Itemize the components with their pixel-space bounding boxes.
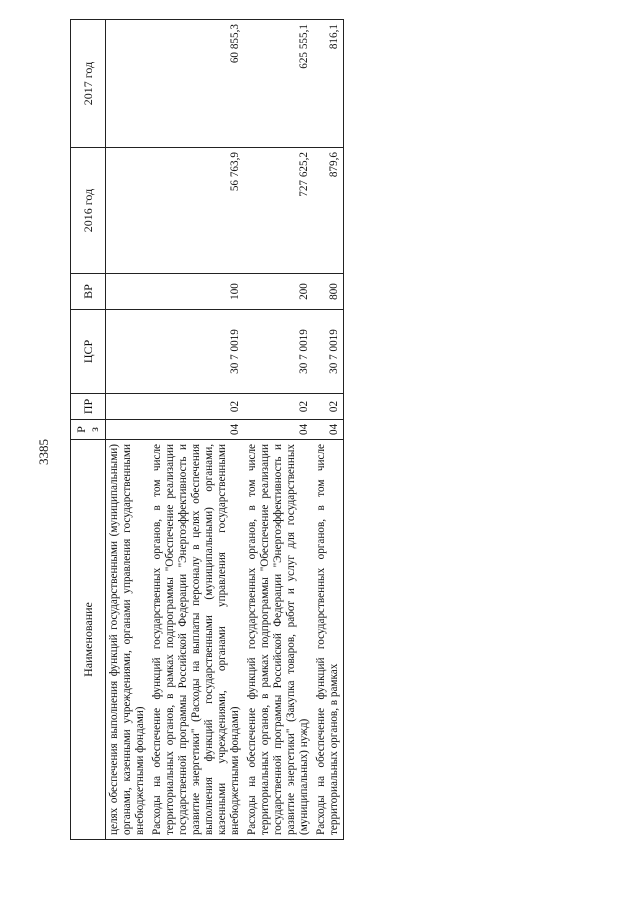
table-row bbox=[313, 20, 344, 840]
row-pr: 02 bbox=[244, 394, 313, 420]
row-vr: 100 bbox=[149, 274, 244, 310]
row-rz: 04 bbox=[244, 420, 313, 440]
row-rz: 04 bbox=[313, 420, 344, 440]
row-2017: 60 855,3 bbox=[149, 20, 244, 148]
table-row bbox=[149, 20, 244, 840]
header-pr: ПР bbox=[71, 394, 106, 420]
header-name: Наименование bbox=[71, 440, 106, 840]
row-rz bbox=[106, 420, 150, 440]
row-csr: 30 7 0019 bbox=[149, 310, 244, 394]
header-csr: ЦСР bbox=[71, 310, 106, 394]
row-name: Расходы на обеспечение функций государственных органов, в том числе территориальных органов, в рамках bbox=[313, 440, 344, 840]
header-rz: Рз bbox=[71, 420, 106, 440]
row-2016: 879,6 bbox=[313, 148, 344, 274]
row-pr: 02 bbox=[313, 394, 344, 420]
row-pr bbox=[106, 394, 150, 420]
row-2016: 727 625,2 bbox=[244, 148, 313, 274]
table-row bbox=[244, 20, 313, 840]
row-pr: 02 bbox=[149, 394, 244, 420]
row-2017: 816,1 bbox=[313, 20, 344, 148]
header-vr: ВР bbox=[71, 274, 106, 310]
budget-table bbox=[70, 19, 344, 840]
row-rz: 04 bbox=[149, 420, 244, 440]
table-row bbox=[106, 20, 150, 840]
row-csr: 30 7 0019 bbox=[313, 310, 344, 394]
row-name: целях обеспечения выполнения функций государственными (муниципальными) органами, казенными учреждениями, органами управления государственными внебюджетными фондами) bbox=[106, 440, 150, 840]
page-number: 3385 bbox=[36, 439, 51, 465]
row-vr: 800 bbox=[313, 274, 344, 310]
row-2016: 56 763,9 bbox=[149, 148, 244, 274]
row-csr: 30 7 0019 bbox=[244, 310, 313, 394]
table-header-row bbox=[71, 20, 106, 840]
row-2016 bbox=[106, 148, 150, 274]
row-name: Расходы на обеспечение функций государственных органов, в том числе территориальных органов, в рамках подпрограммы "Обеспечение реализации государственной программы Российской Федерации "Энергоэффективность и развитие энергетики" (Закупка товаров, работ и услуг для государственных (муниципальных) нужд) bbox=[244, 440, 313, 840]
header-2016: 2016 год bbox=[71, 148, 106, 274]
row-2017 bbox=[106, 20, 150, 148]
row-vr bbox=[106, 274, 150, 310]
row-2017: 625 555,1 bbox=[244, 20, 313, 148]
row-name: Расходы на обеспечение функций государственных органов, в том числе территориальных органов, в рамках подпрограммы "Обеспечение реализации государственной программы Российской Федерации "Энергоэффективность и развитие энергетики" (Расходы на выплаты персоналу в целях обеспечения выполнения функций государственными (муниципальными) органами, казенными учреждениями, органами управления государственными внебюджетными фондами) bbox=[149, 440, 244, 840]
row-csr bbox=[106, 310, 150, 394]
page-content bbox=[70, 20, 590, 840]
row-vr: 200 bbox=[244, 274, 313, 310]
header-2017: 2017 год bbox=[71, 20, 106, 148]
